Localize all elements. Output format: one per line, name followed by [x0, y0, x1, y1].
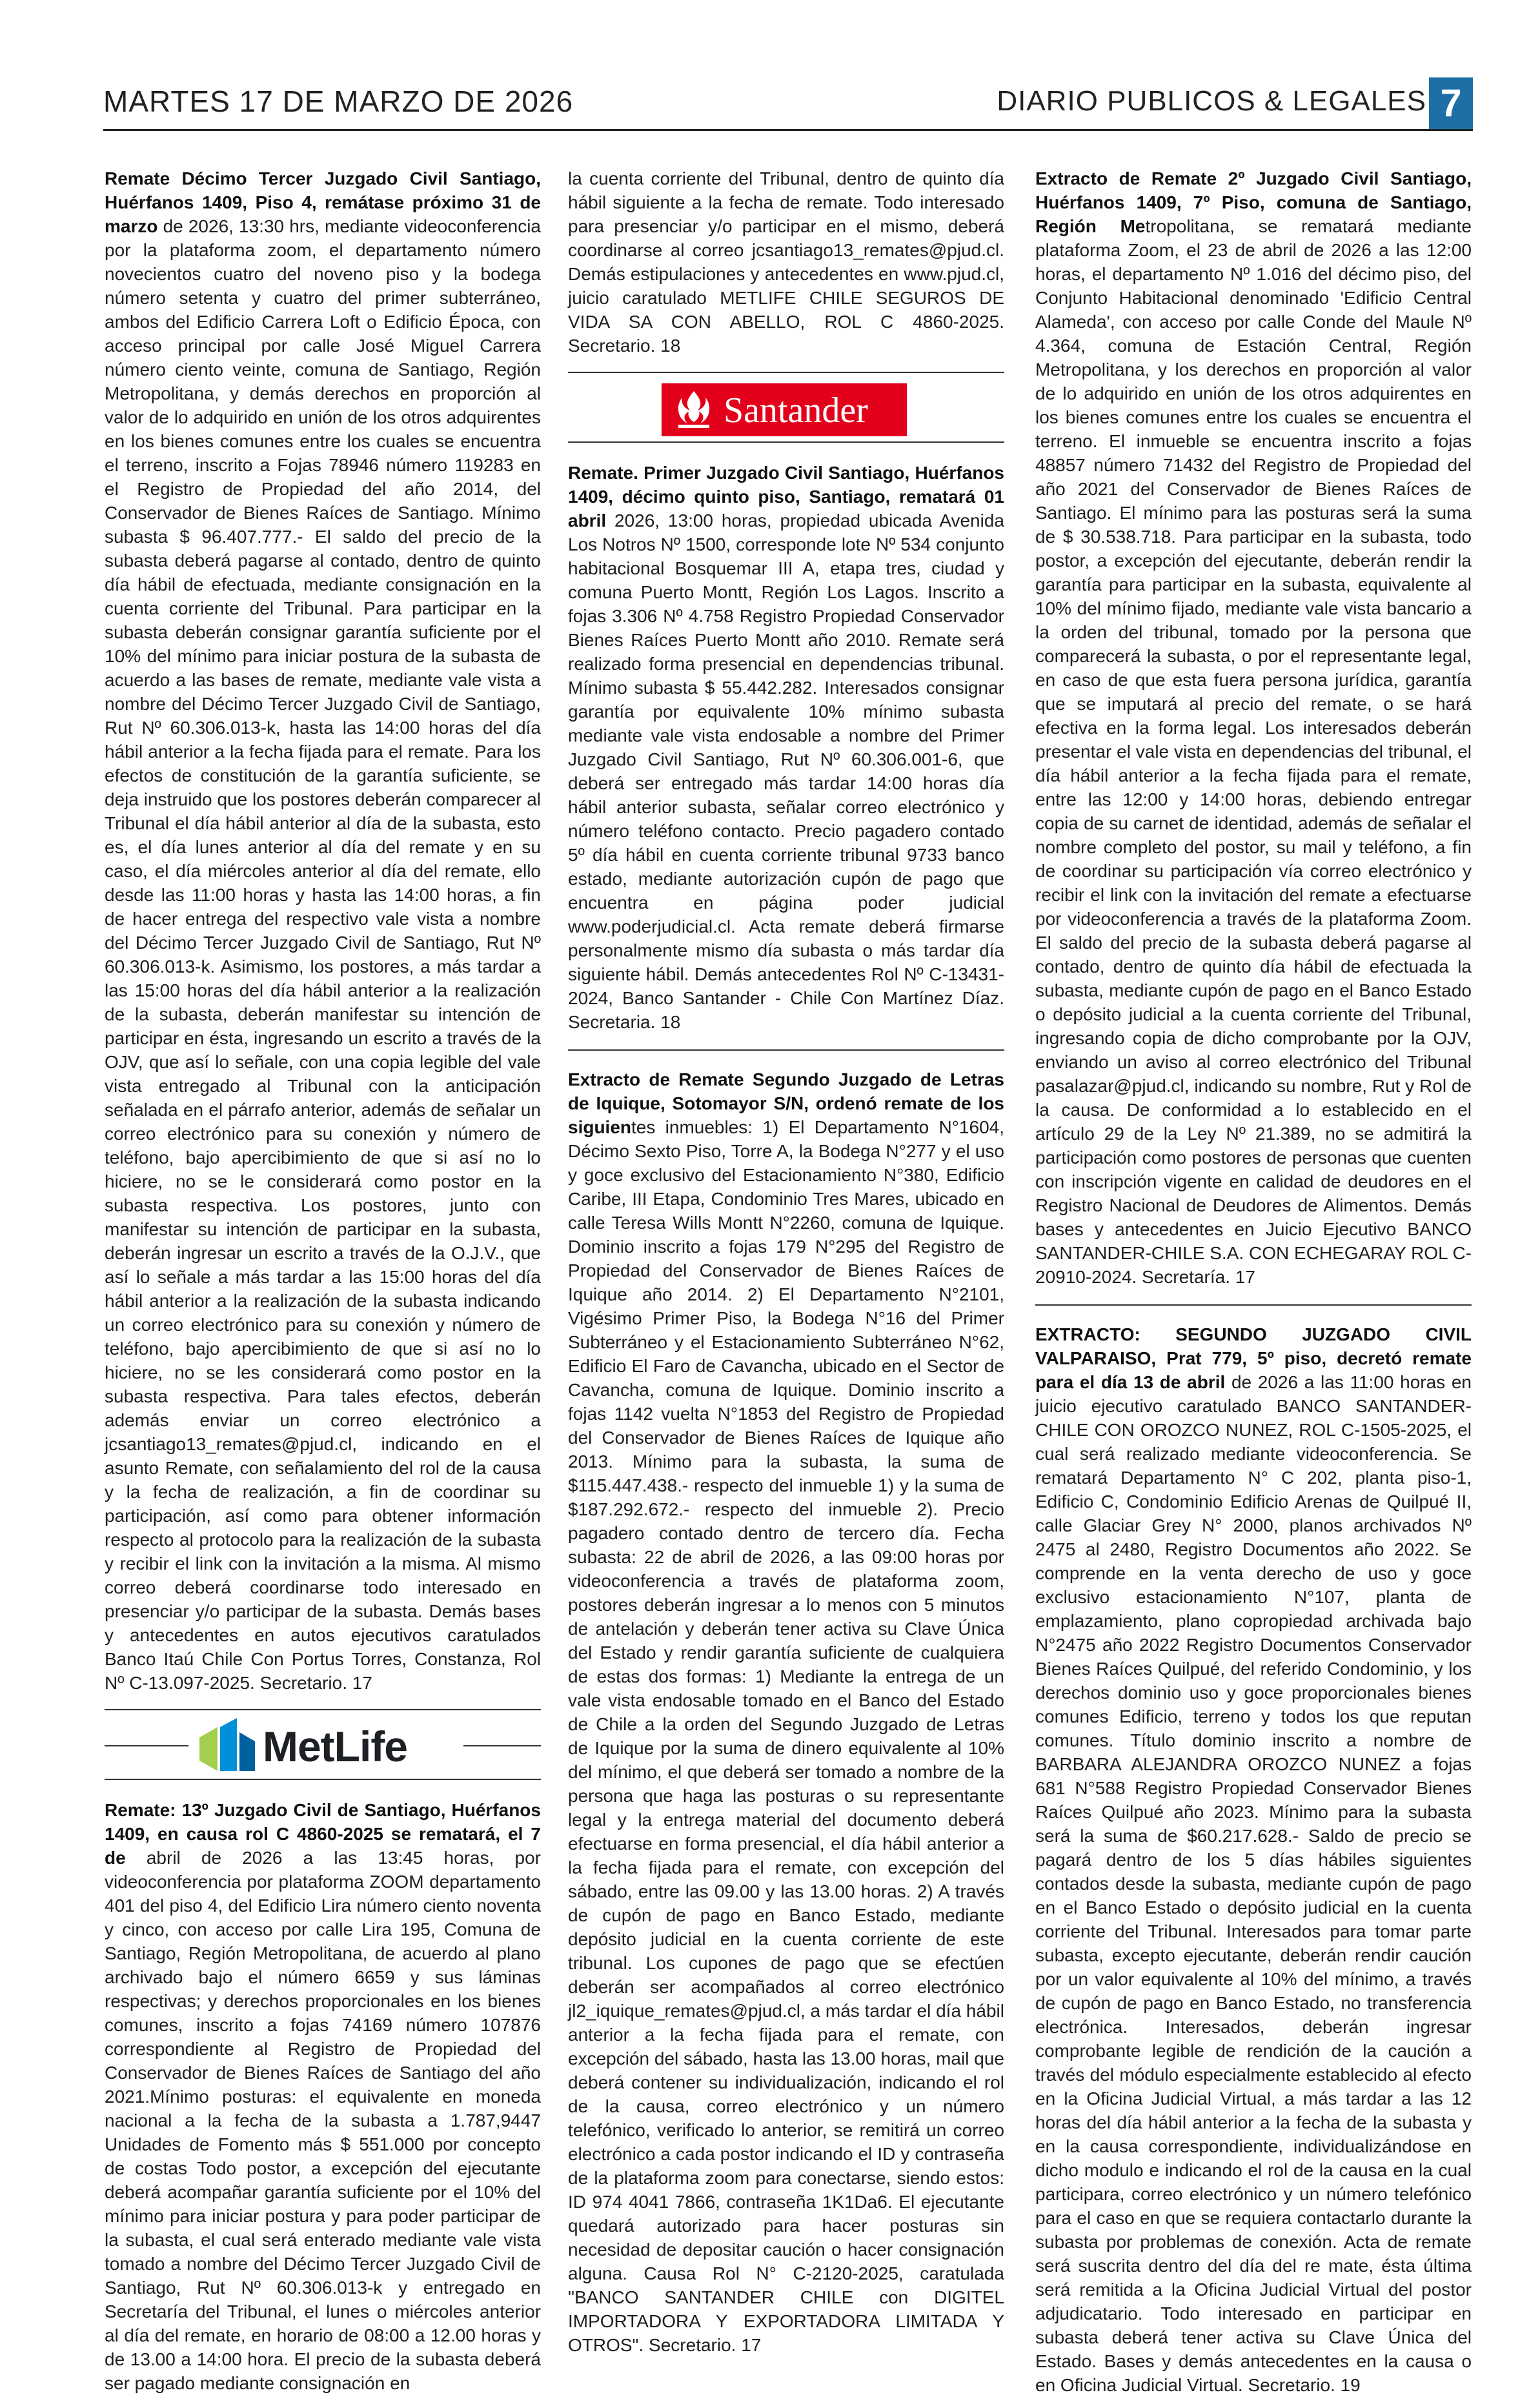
- santander-ad: [568, 372, 1004, 443]
- notice-body: 2026, 13:00 horas, propiedad ubicada Avenida Los Notros Nº 1500, corresponde lote Nº 534 conjunto habitacional Bosquemar III A, etapa tres, ciudad y comuna Puerto Montt, Región Los Lagos. Inscrito a fojas 3.306 Nº 4.758 Registro Propiedad Conservador Bienes Raíces Puerto Montt año 2010. Remate será realizado forma presencial en dependencias tribunal. Mínimo subasta $ 55.442.282. Interesados consignar garantía por equivalente 10% mínimo subasta mediante vale vista endosable a nombre del Primer Juzgado Civil Santiago, Rut Nº 60.306.001-6, que deberá ser entregado más tardar 14:00 horas día hábil anterior subasta, señalar correo electrónico y número teléfono contacto. Precio pagadero contado 5º día hábil en cuenta corriente tribunal 9733 banco estado, mediante autorización cupón de pago que encuentra en página poder judicial www.poderjudicial.cl. Acta remate deberá firmarse personalmente mismo día subasta o más tardar día siguiente hábil. Demás antecedentes Rol Nº C-13431-2024, Banco Santander - Chile Con Martínez Díaz. Secretaria. 18: [568, 511, 1004, 1032]
- notice-body: de 2026 a las 11:00 horas en juicio ejecutivo caratulado BANCO SANTANDER-CHILE CON OROZCO NUNEZ, ROL C-1505-2025, el cual será realizado mediante videoconferencia. Se rematará Departamento N° C 202, planta piso-1, Edificio C, Condominio Edificio Arenas de Quilpué II, calle Glaciar Grey N° 2000, planos archivados Nº 2475 al 2480, Registro Documentos año 2022. Se comprende en la venta derecho de uso y goce exclusivo estacionamiento N°107, planta de emplazamiento, plano copropiedad archivada bajo N°2475 año 2022 Registro Documentos Conservador Bienes Raíces Quilpué, del referido Condominio, y los derechos dominio uso y goce proporcionales bienes comunes Edificio, terreno y todos los que reputan comunes. Título dominio inscrito a nombre de BARBARA ALEJANDRA OROZCO NUNEZ a fojas 681 N°588 Registro Propiedad Conservador Bienes Raíces Quilpué año 2023. Mínimo para la subasta será la suma de $60.217.628.- Saldo de precio se pagará dentro de los 5 días hábiles siguientes contados desde la subasta, mediante cupón de pago en el Banco Estado o depósito judicial en la cuenta corriente del Tribunal. Interesados para tomar parte subasta, excepto ejecutante, deberán rendir caución por un valor equivalente al 10% del mínimo, a través de cupón de pago en Banco Estado, no transferencia electrónica. Interesados, deberán ingresar comprobante legible de rendición de la caución a través del módulo especialmente establecido al efecto en la Oficina Judicial Virtual, a más tardar a las 12 horas del día hábil anterior a la fecha de la subasta y en la causa correspondiente, individualizándose en dicho modulo e indicando el rol de la causa en la cual participara, correo electrónico y un número telefónico para el caso en que se requiera contactarlo durante la subasta por problemas de conexión. Acta de remate será suscrita dentro del día del re mate, ésta última será remitida a la Oficina Judicial Virtual del postor adjudicatario. Todo interesado en participar en subasta deberá tener activa su Clave Única del Estado. Bases y demás antecedentes en la causa o en Oficina Judicial Virtual. Secretario. 19: [1035, 1372, 1472, 2395]
- notice-separator: [568, 1049, 1004, 1051]
- notice-remate-2-juzgado-santiago: [1035, 167, 1472, 1289]
- notice-remate-iquique: [568, 1067, 1004, 2357]
- column-3: [1035, 167, 1472, 2395]
- publication-date: MARTES 17 DE MARZO DE 2026: [103, 85, 574, 118]
- page-number: 7: [1429, 77, 1473, 129]
- metlife-ad: [105, 1709, 541, 1780]
- santander-wordmark: Santander: [724, 390, 868, 430]
- header-rule: [103, 129, 1473, 131]
- notice-heading: Remate. Primer Juzgado Civil Santiago, Huérfanos 1409, décimo quinto piso, Santiago, rematará 01 abril: [568, 463, 1004, 531]
- notice-heading: Extracto de Remate 2º Juzgado Civil Santiago, Huérfanos 1409, 7º Piso, comuna de Santiago, Región Me: [1035, 168, 1472, 236]
- metlife-mark-icon: [198, 1718, 256, 1771]
- page-header: [103, 77, 1426, 132]
- notice-remate-primer-juzgado: [568, 461, 1004, 1034]
- notice-remate-valparaiso: [1035, 1322, 1472, 2397]
- notice-remate-13-juzgado-metlife: [105, 1798, 541, 2395]
- santander-logo: [662, 383, 907, 436]
- notice-body: tropolitana, se rematará mediante plataforma Zoom, el 23 de abril de 2026 a las 12:00 horas, el departamento Nº 1.016 del décimo piso, del Conjunto Habitacional denominado 'Edificio Central Alameda', con acceso por calle Conde del Maule Nº 4.364, comuna de Estación Central, Región Metropolitana, y los derechos en proporción al valor de lo adquirido en unión de los otros adquirentes en los bienes comunes entre los cuales se encuentra el terreno. El inmueble se encuentra inscrito a fojas 48857 número 71432 del Registro de Propiedad del año 2021 del Conservador de Bienes Raíces de Santiago. El mínimo para las posturas será la suma de $ 30.538.718. Para participar en la subasta, todo postor, a excepción del ejecutante, deberán rendir la garantía para participar en la subasta, equivalente al 10% del mínimo fijado, mediante vale vista bancario a la orden del tribunal, tomado por la persona que comparecerá la subasta, o por el representante legal, en caso de que esta fuera persona jurídica, garantía que se imputará al precio del remate, o se hará efectiva en la forma legal. Los interesados deberán presentar el vale vista en dependencias del tribunal, el día hábil anterior a la fecha fijada para el remate, entre las 12:00 y 14:00 horas, debiendo entregar copia de su carnet de identidad, además de señalar el nombre completo del postor, su mail y teléfono, a fin de coordinar su participación vía correo electrónico y recibir el link con la invitación del remate a efectuarse por videoconferencia a través de la plataforma Zoom. El saldo del precio de la subasta deberá pagarse al contado, dentro de quinto día hábil de efectuada la subasta, mediante cupón de pago en el Banco Estado o depósito judicial a la cuenta corriente del Tribunal, ingresando copia de dicho comprobante por la OJV, enviando un aviso al correo electrónico del Tribunal pasalazar@pjud.cl, indicando su nombre, Rut y Rol de la causa. De conformidad a lo establecido en el artículo 29 de la Ley Nº 21.389, no se admitirá la participación como postores de personas que cuenten con inscripción vigente en calidad de deudores en el Registro Nacional de Deudores de Alimentos. Demás bases y antecedentes en Juicio Ejecutivo BANCO SANTANDER-CHILE S.A. CON ECHEGARAY ROL C-20910-2024. Secretaría. 17: [1035, 216, 1472, 1287]
- notice-body: de 2026, 13:30 hrs, mediante videoconferencia por la plataforma zoom, el departamento número novecientos cuatro del noveno piso y la bodega número setenta y cuatro del primer subterráneo, ambos del Edificio Carrera Loft o Edificio Época, con acceso principal por calle José Miguel Carrera número ciento veinte, comuna de Santiago, Región Metropolitana, y demás derechos en proporción al valor de lo adquirido en unión de los otros adquirentes en los bienes comunes entre los cuales se encuentra el terreno, inscrito a Fojas 78946 número 119283 en el Registro de Propiedad del año 2014, del Conservador de Bienes Raíces de Santiago. Mínimo subasta $ 96.407.777.- El saldo del precio de la subasta deberá pagarse al contado, dentro de quinto día hábil de efectuada, mediante consignación en la cuenta corriente del Tribunal. Para participar en la subasta deberán consignar garantía suficiente por el 10% del mínimo para iniciar postura de la subasta de acuerdo a las bases de remate, mediante vale vista a nombre del Décimo Tercer Juzgado Civil de Santiago, Rut Nº 60.306.013-k, hasta las 14:00 horas del día hábil anterior a la fecha fijada para el remate. Para los efectos de constitución de la garantía suficiente, se deja instruido que los postores deberán comparecer al Tribunal el día hábil anterior al día de la subasta, esto es, el día lunes anterior al día del remate y en su caso, el día miércoles anterior al día del remate, ello desde las 11:00 horas y hasta las 14:00 horas, a fin de hacer entrega del respectivo vale vista a nombre del Décimo Tercer Juzgado Civil de Santiago, Rut Nº 60.306.013-k. Asimismo, los postores, a más tardar a las 15:00 horas del día hábil anterior a la realización de la subasta, deberán manifestar su intención de participar en ésta, ingresando un escrito a través de la OJV, que así lo señale, con una copia legible del vale vista entregado al Tribunal con la anticipación señalada en el párrafo anterior, además de señalar un correo electrónico para su conexión y número de teléfono, bajo apercibimiento de que si así no lo hiciere, no se le considerará como postor en la subasta respectiva. Los postores, junto con manifestar su intención de participar en la subasta, deberán ingresar un escrito a través de la O.J.V., que así lo señale a más tardar a las 15:00 horas del día hábil anterior a la realización de la subasta indicando un correo electrónico para su conexión y número de teléfono, bajo apercibimiento de que si así no lo hiciere, no se les considerará como postor en la subasta respectiva. Para tales efectos, deberán además enviar un correo electrónico a jcsantiago13_remates@pjud.cl, indicando en el asunto Remate, con señalamiento del rol de la causa y la fecha de realización, a fin de coordinar su participación, así como para obtener información respecto al protocolo para la realización de la subasta y recibir el link con la invitación a la misma. Al mismo correo deberá coordinarse todo interesado en presenciar y/o participar de la subasta. Demás bases y antecedentes en autos ejecutivos caratulados Banco Itaú Chile Con Portus Torres, Constanza, Rol Nº C-13.097-2025. Secretario. 17: [105, 216, 542, 1693]
- notice-separator: [1035, 1304, 1472, 1306]
- notice-body: abril de 2026 a las 13:45 horas, por videoconferencia por plataforma ZOOM departamento 401 del piso 4, del Edificio Lira número ciento noventa y cinco, con acceso por calle Lira 195, Comuna de Santiago, Región Metropolitana, de acuerdo al plano archivado bajo el número 6659 y sus láminas respectivas; y derechos proporcionales en los bienes comunes, inscrito a fojas 74169 número 107876 correspondiente al Registro de Propiedad del Conservador de Bienes Raíces de Santiago del año 2021.Mínimo posturas: el equivalente en moneda nacional a la fecha de la subasta a 1.787,9447 Unidades de Fomento más $ 551.000 por concepto de costas Todo postor, a excepción del ejecutante deberá acompañar garantía suficiente por el 10% del mínimo para iniciar postura y para poder participar de la subasta, el cual será enterado mediante vale vista tomado a nombre del Décimo Tercer Juzgado Civil de Santiago, Rut Nº 60.306.013-k y entregado en Secretaría del Tribunal, el lunes o miércoles anterior al día del remate, en horario de 08:00 a 12.00 horas y de 13.00 a 14:00 hora. El precio de la subasta deberá ser pagado mediante consignación en: [105, 1848, 541, 2393]
- column-1: [105, 167, 542, 2393]
- newspaper-name: DIARIO PUBLICOS & LEGALES: [997, 85, 1426, 117]
- notice-heading: Extracto de Remate Segundo Juzgado de Letras de Iquique, Sotomayor S/N, ordenó remate de los siguien: [568, 1069, 1004, 1137]
- notice-remate-13-juzgado-itau: [105, 167, 541, 1695]
- ad-rule-left: [105, 1745, 188, 1746]
- santander-flame-icon: [674, 390, 713, 430]
- column-2: [568, 167, 1004, 2355]
- notice-metlife-continuation: la cuenta corriente del Tribunal, dentro de quinto día hábil siguiente a la fecha de remate. Todo interesado para presenciar y/o participar en el mismo, deberá coordinarse al correo jcsantiago13_remates@pjud.cl. Demás estipulaciones y antecedentes en www.pjud.cl, juicio caratulado METLIFE CHILE SEGUROS DE VIDA SA CON ABELLO, ROL C 4860-2025. Secretario. 18: [568, 168, 1004, 356]
- ad-rule-right: [463, 1745, 541, 1746]
- notice-heading: EXTRACTO: SEGUNDO JUZGADO CIVIL VALPARAISO, Prat 779, 5º piso, decretó remate para el día 13 de abril: [1035, 1324, 1472, 1392]
- notice-heading: Remate: 13º Juzgado Civil de Santiago, Huérfanos 1409, en causa rol C 4860-2025 se rematará, el 7 de: [105, 1800, 541, 1868]
- metlife-wordmark: MetLife: [263, 1723, 407, 1770]
- notice-heading: Remate Décimo Tercer Juzgado Civil Santiago, Huérfanos 1409, Piso 4, remátase próximo 31 de marzo: [105, 168, 541, 236]
- notice-body: tes inmuebles: 1) El Departamento N°1604, Décimo Sexto Piso, Torre A, la Bodega N°277 y el uso y goce exclusivo del Estacionamiento N°380, Edificio Caribe, III Etapa, Condominio Tres Mares, ubicado en calle Teresa Wills Montt N°2260, comuna de Iquique. Dominio inscrito a fojas 179 N°295 del Registro de Propiedad del Conservador de Bienes Raíces de Iquique año 2014. 2) El Departamento N°2101, Vigésimo Primer Piso, la Bodega N°16 del Primer Subterráneo y el Estacionamiento Subterráneo N°62, Edificio El Faro de Cavancha, ubicado en el Sector de Cavancha, comuna de Iquique. Dominio inscrito a fojas 1142 vuelta N°1853 del Registro de Propiedad del Conservador de Bienes Raíces de Iquique año 2013. Mínimo para la subasta, la suma de $115.447.438.- respecto del inmueble 1) y la suma de $187.292.672.- respecto del inmueble 2). Precio pagadero contado dentro de tercero día. Fecha subasta: 22 de abril de 2026, a las 09:00 horas por videoconferencia a través de plataforma zoom, postores deberán ingresar a lo menos con 5 minutos de antelación y deberán tener activa su Clave Única del Estado y rendir garantía suficiente de cualquiera de estas dos formas: 1) Mediante la entrega de un vale vista endosable tomado en el Banco del Estado de Chile a la orden del Segundo Juzgado de Letras de Iquique por la suma de dinero equivalente al 10% del mínimo, el que deberá ser tomado a nombre de la persona que haga las posturas o su representante legal y la entrega material del documento deberá efectuarse en forma presencial, el día hábil anterior a la fecha fijada para el remate, con excepción del sábado, entre las 09.00 y las 13.00 horas. 2) A través de cupón de pago en Banco Estado, mediante depósito judicial en la cuenta corriente de este tribunal. Los cupones de pago que se efectúen deberán ser acompañados al correo electrónico jl2_iquique_remates@pjud.cl, a más tardar el día hábil anterior a la fecha fijada para el remate, con excepción del sábado, hasta las 13.00 horas, mail que deberá contener su individualización, indicando el rol de la causa, correo electrónico y un número telefónico, verificado lo anterior, se remitirá un correo electrónico a cada postor indicando el ID y contraseña de la plataforma zoom para conectarse, siendo estos: ID 974 4041 7866, contraseña 1K1Da6. El ejecutante quedará autorizado para hacer posturas sin necesidad de depositar caución o hacer consignación alguna. Causa Rol N° C-2120-2025, caratulada "BANCO SANTANDER CHILE con DIGITEL IMPORTADORA Y EXPORTADORA LIMITADA Y OTROS". Secretario. 17: [568, 1117, 1004, 2355]
- metlife-logo: [198, 1717, 456, 1771]
